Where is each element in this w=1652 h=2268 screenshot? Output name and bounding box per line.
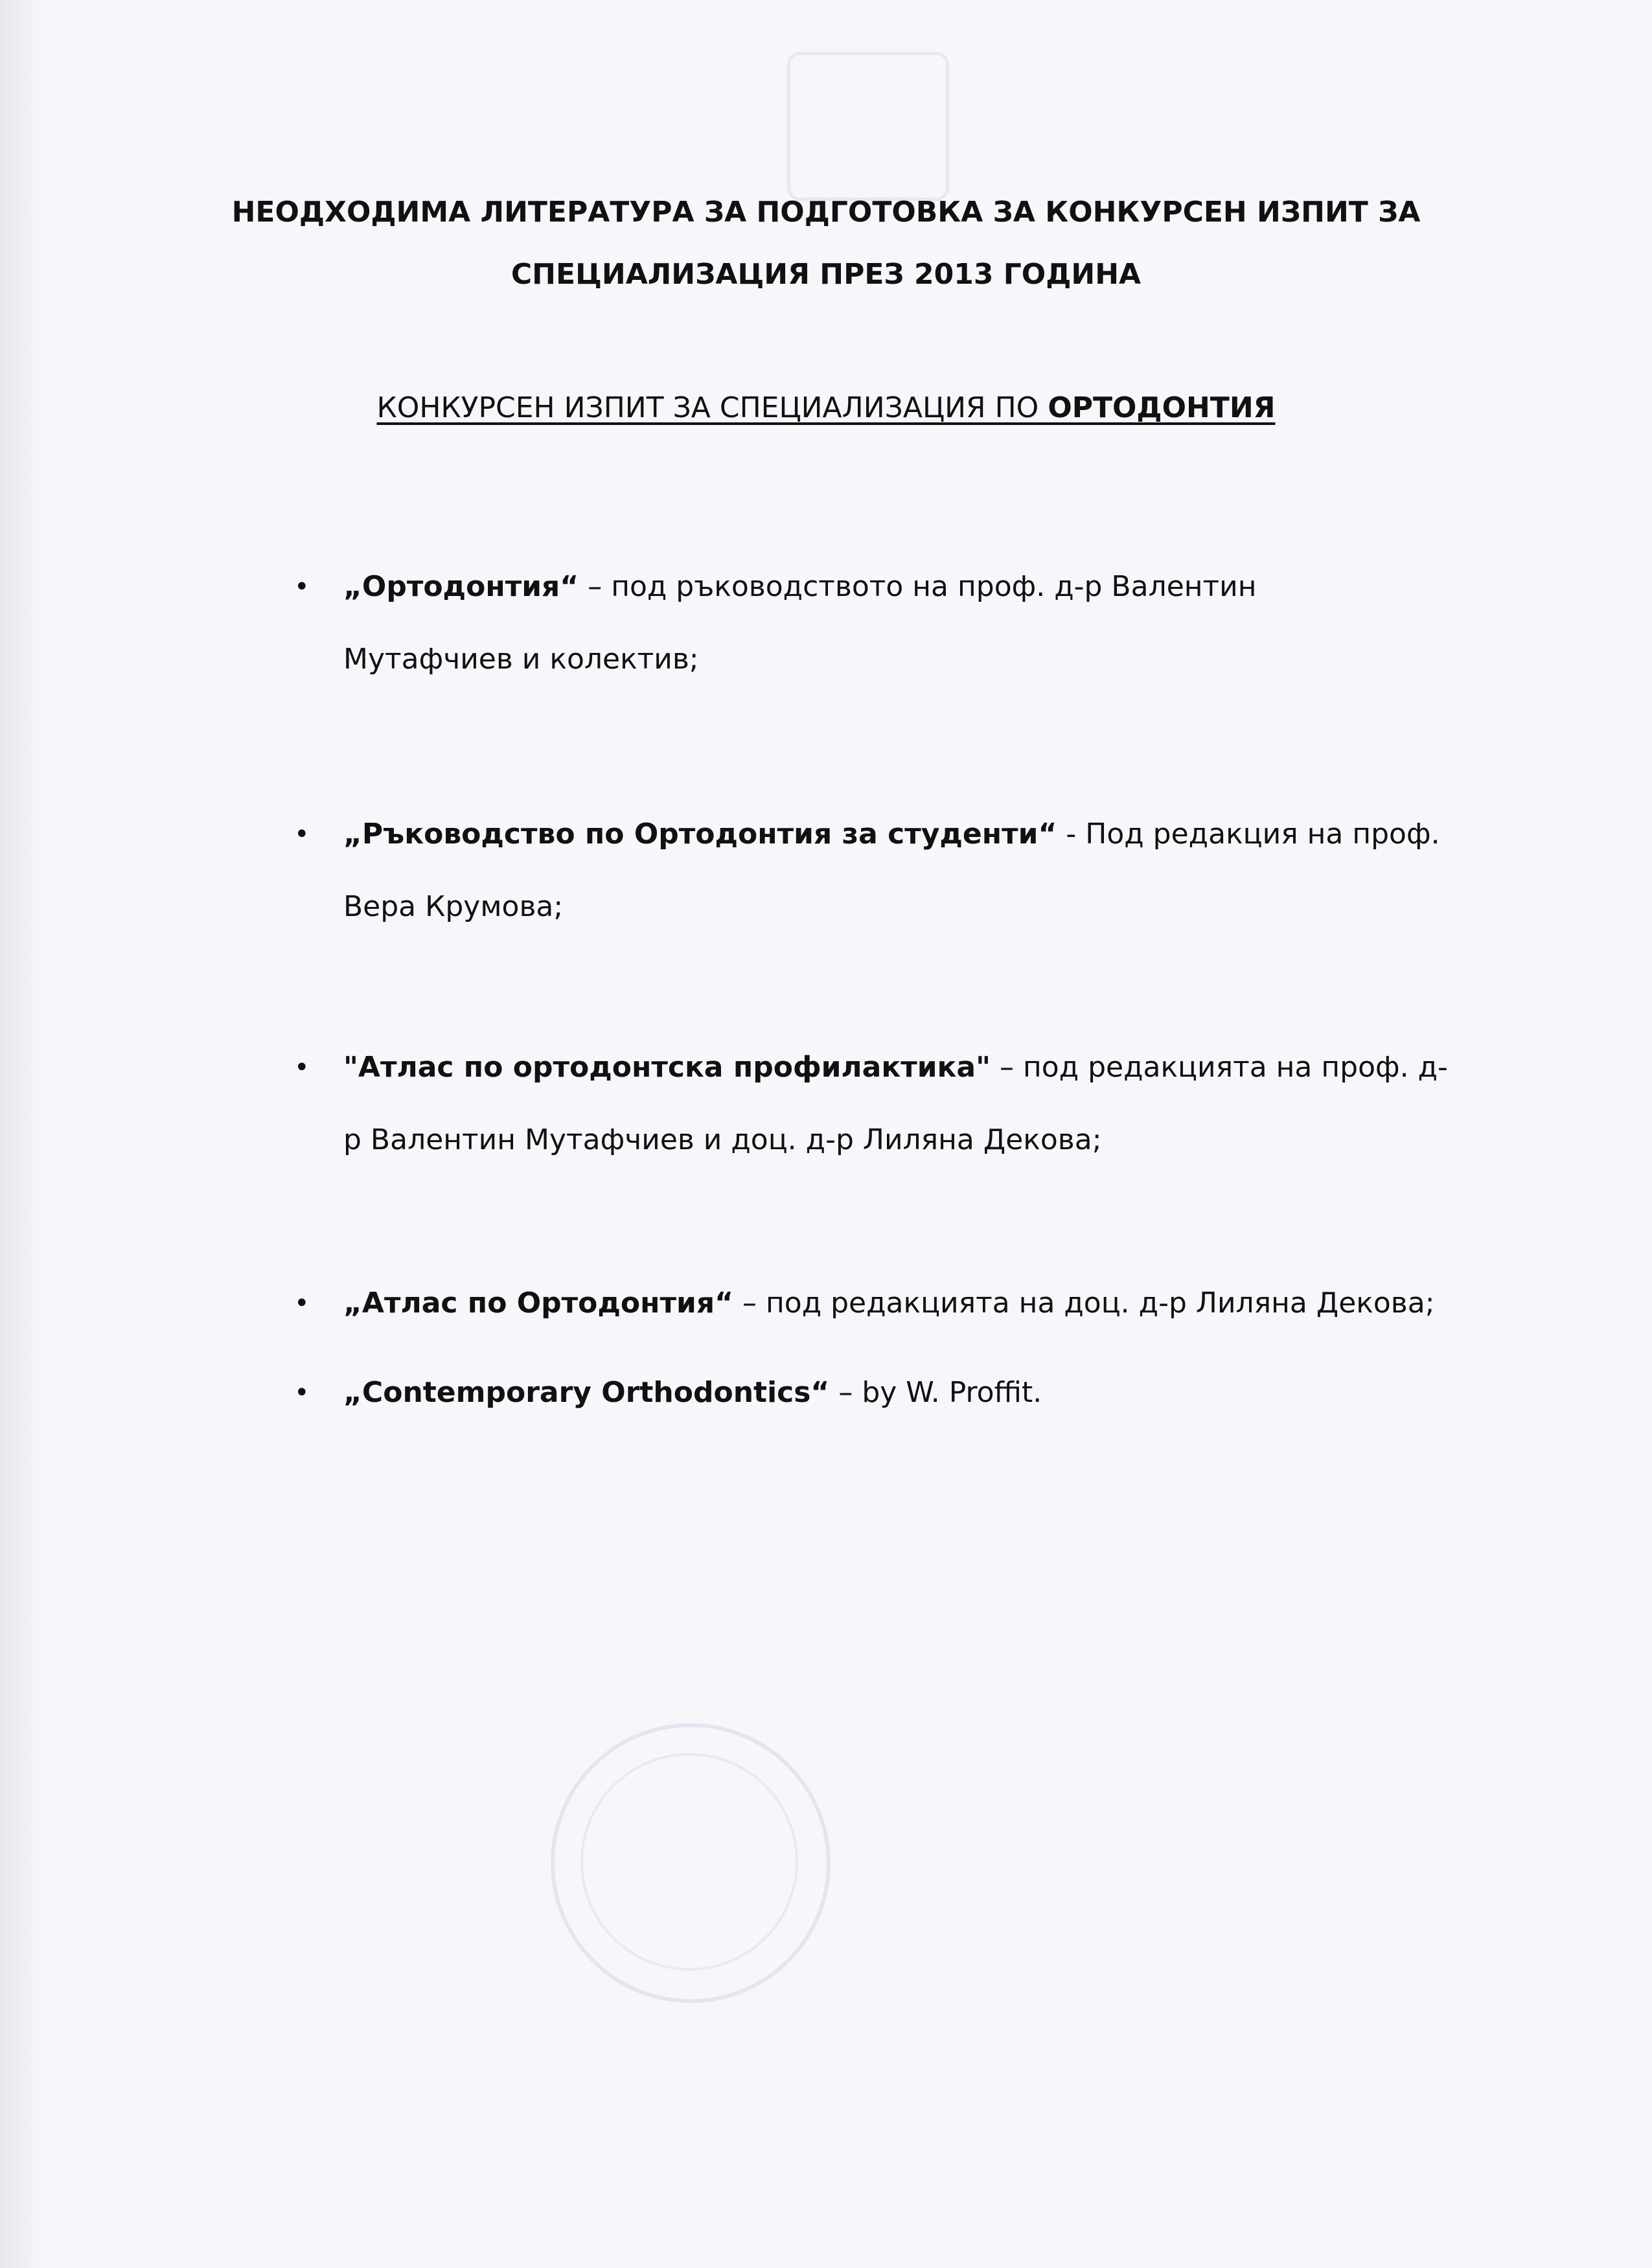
book-title: „Атлас по Ортодонтия“ [343,1287,734,1320]
book-detail: – под редакцията на проф. д- [991,1051,1448,1084]
bullet-icon: • [294,819,310,849]
list-item [292,551,1509,696]
literature-list [292,551,1509,1429]
faint-stamp-icon [551,1723,831,2003]
book-detail: – под редакцията на доц. д-р Лиляна Декова; [733,1287,1435,1320]
subtitle-subject: ОРТОДОНТИЯ [1048,391,1276,424]
book-title: „Ортодонтия“ [343,570,579,603]
faint-logo-impression [787,52,949,201]
list-item-line-1 [343,1357,1509,1429]
list-item [292,1267,1509,1340]
book-detail: – под ръководството на проф. д-р Валентин [579,570,1257,603]
exam-subtitle [194,382,1458,434]
bullet-icon: • [294,1289,310,1318]
book-title: „Ръководство по Ортодонтия за студенти“ [343,818,1057,851]
book-detail: - Под редакция на проф. [1057,818,1440,851]
book-title: "Атлас по ортодонтска профилактика" [343,1051,991,1084]
document-title [194,181,1458,306]
bullet-icon: • [294,572,310,602]
list-item [292,1031,1509,1176]
title-line-1: НЕОДХОДИМА ЛИТЕРАТУРА ЗА ПОДГОТОВКА ЗА КОНКУРСЕН ИЗПИТ ЗА [231,196,1421,229]
list-item [292,798,1509,943]
list-item-line-1 [343,798,1509,871]
book-detail: – by W. Proffit. [829,1376,1042,1409]
list-item-line-1 [343,1267,1509,1340]
list-item-line-2: Мутафчиев и колектив; [343,643,699,676]
title-line-2: СПЕЦИАЛИЗАЦИЯ ПРЕЗ 2013 ГОДИНА [511,258,1141,291]
book-title: „Contemporary Orthodontics“ [343,1376,830,1409]
scan-edge-shadow [0,0,45,2268]
bullet-icon: • [294,1378,310,1408]
list-item-line-2: р Валентин Мутафчиев и доц. д-р Лиляна Декова; [343,1123,1102,1156]
list-item-line-1 [343,551,1509,623]
list-item [292,1357,1509,1429]
bullet-icon: • [294,1053,310,1082]
faint-stamp-inner-ring [580,1753,798,1971]
subtitle-prefix: КОНКУРСЕН ИЗПИТ ЗА СПЕЦИАЛИЗАЦИЯ ПО [376,391,1048,424]
list-item-line-2: Вера Крумова; [343,890,564,923]
list-item-line-1 [343,1031,1509,1104]
